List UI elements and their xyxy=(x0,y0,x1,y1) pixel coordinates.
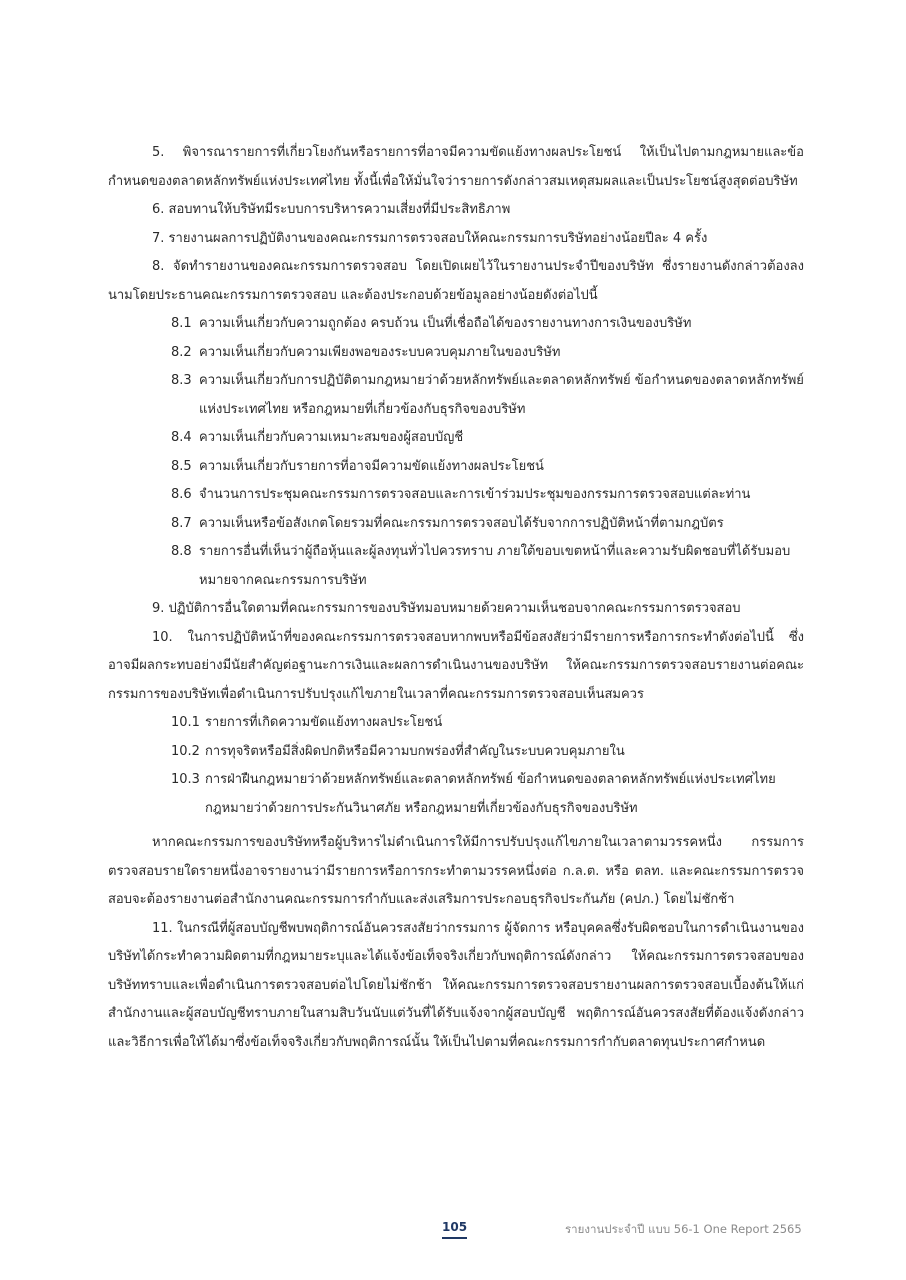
item-text: การฝ่าฝืนกฎหมายว่าด้วยหลักทรัพย์และตลาดหลักทรัพย์ ข้อกำหนดของตลาดหลักทรัพย์แห่งประเทศไทย กฎหมายว่าด้วยการประกันวินาศภัย หรือกฎหมายที่เกี่ยวข้องกับธุรกิจของบริษัท xyxy=(205,772,776,816)
item-text: รายการอื่นที่เห็นว่าผู้ถือหุ้นและผู้ลงทุนทั่วไปควรทราบ ภายใต้ขอบเขตหน้าที่และความรับผิดชอบที่ได้รับมอบหมายจากคณะกรรมการบริษัท xyxy=(199,544,791,588)
list-item xyxy=(108,339,804,368)
list-item xyxy=(108,766,804,823)
paragraph-6: 6. สอบทานให้บริษัทมีระบบการบริหารความเสี่ยงที่มีประสิทธิภาพ xyxy=(152,202,511,217)
list-item xyxy=(108,367,804,424)
paragraph-9: 9. ปฏิบัติการอื่นใดตามที่คณะกรรมการของบริษัทมอบหมายด้วยความเห็นชอบจากคณะกรรมการตรวจสอบ xyxy=(152,601,741,616)
paragraph-10: 10. ในการปฏิบัติหน้าที่ของคณะกรรมการตรวจสอบหากพบหรือมีข้อสงสัยว่ามีรายการหรือการกระทำดังต่อไปนี้ ซึ่งอาจมีผลกระทบอย่างมีนัยสำคัญต่อฐานะการเงินและผลการดำเนินงานของบริษัท ให้คณะกรรมการตรวจสอบรายงานต่อคณะกรรมการของบริษัทเพื่อดำเนินการปรับปรุงแก้ไขภายในเวลาที่คณะกรรมการตรวจสอบเห็นสมควร xyxy=(108,629,804,702)
item-number: 8.7 xyxy=(171,515,192,531)
paragraph-8: 8. จัดทำรายงานของคณะกรรมการตรวจสอบ โดยเปิดเผยไว้ในรายงานประจำปีของบริษัท ซึ่งรายงานดังกล่าวต้องลงนามโดยประธานคณะกรรมการตรวจสอบ และต้องประกอบด้วยข้อมูลอย่างน้อยดังต่อไปนี้ xyxy=(108,259,804,303)
item-number: 8.5 xyxy=(171,458,192,474)
paragraph-after-10: หากคณะกรรมการของบริษัทหรือผู้บริหารไม่ดำเนินการให้มีการปรับปรุงแก้ไขภายในเวลาตามวรรคหนึ่ง กรรมการตรวจสอบรายใดรายหนึ่งอาจรายงานว่ามีรายการหรือการกระทำตามวรรคหนึ่งต่อ ก.ล.ต. หรือ ตลท. และคณะกรรมการตรวจสอบจะต้องรายงานต่อสำนักงานคณะกรรมการกำกับและส่งเสริมการประกอบธุรกิจประกันภัย (คปภ.) โดยไม่ชักช้า xyxy=(108,835,804,907)
paragraph-11: 11. ในกรณีที่ผู้สอบบัญชีพบพฤติการณ์อันควรสงสัยว่ากรรมการ ผู้จัดการ หรือบุคคลซึ่งรับผิดชอบในการดำเนินงานของบริษัทได้กระทำความผิดตามที่กฎหมายระบุและได้แจ้งข้อเท็จจริงเกี่ยวกับพฤติการณ์ดังกล่าว ให้คณะกรรมการตรวจสอบของบริษัททราบและเพื่อดำเนินการตรวจสอบต่อไปโดยไม่ชักช้า ให้คณะกรรมการตรวจสอบรายงานผลการตรวจสอบเบื้องต้นให้แก่สำนักงานและผู้สอบบัญชีทราบภายในสามสิบวันนับแต่วันที่ได้รับแจ้งจากผู้สอบบัญชี พฤติการณ์อันควรสงสัยที่ต้องแจ้งดังกล่าว และวิธีการเพื่อให้ได้มาซึ่งข้อเท็จจริงเกี่ยวกับพฤติการณ์นั้น ให้เป็นไปตามที่คณะกรรมการกำกับตลาดทุนประกาศกำหนด xyxy=(108,920,804,1050)
item-number: 8.2 xyxy=(171,344,192,360)
list-10 xyxy=(108,709,804,823)
item-number: 8.1 xyxy=(171,316,192,331)
list-item xyxy=(108,510,804,539)
item-number: 8.8 xyxy=(171,544,192,559)
report-title: รายงานประจำปี แบบ 56-1 One Report 2565 xyxy=(565,1222,802,1236)
list-item xyxy=(108,424,804,453)
page-number: 105 xyxy=(442,1218,467,1239)
item-text: ความเห็นเกี่ยวกับความเหมาะสมของผู้สอบบัญชี xyxy=(199,430,464,445)
item-text: ความเห็นเกี่ยวกับความถูกต้อง ครบถ้วน เป็นที่เชื่อถือได้ของรายงานทางการเงินของบริษัท xyxy=(199,316,692,331)
paragraph-5: 5. พิจารณารายการที่เกี่ยวโยงกันหรือรายการที่อาจมีความขัดแย้งทางผลประโยชน์ ให้เป็นไปตามกฎหมายและข้อกำหนดของตลาดหลักทรัพย์แห่งประเทศไทย ทั้งนี้เพื่อให้มั่นใจว่ารายการดังกล่าวสมเหตุสมผลและเป็นประโยชน์สูงสุดต่อบริษัท xyxy=(108,145,804,189)
list-item xyxy=(108,481,804,510)
item-text: การทุจริตหรือมีสิ่งผิดปกติหรือมีความบกพร่องที่สำคัญในระบบควบคุมภายใน xyxy=(205,743,625,759)
list-item xyxy=(108,538,804,595)
list-item xyxy=(108,310,804,339)
item-text: ความเห็นเกี่ยวกับความเพียงพอของระบบควบคุมภายในของบริษัท xyxy=(199,344,561,360)
item-number: 10.2 xyxy=(171,743,200,759)
item-number: 10.1 xyxy=(171,715,200,730)
item-number: 10.3 xyxy=(171,772,200,787)
item-number: 8.4 xyxy=(171,430,192,445)
item-text: ความเห็นเกี่ยวกับการปฏิบัติตามกฎหมายว่าด้วยหลักทรัพย์และตลาดหลักทรัพย์ ข้อกำหนดของตลาดหลักทรัพย์แห่งประเทศไทย หรือกฎหมายที่เกี่ยวข้องกับธุรกิจของบริษัท xyxy=(199,373,804,417)
item-text: ความเห็นหรือข้อสังเกตโดยรวมที่คณะกรรมการตรวจสอบได้รับจากการปฏิบัติหน้าที่ตามกฎบัตร xyxy=(199,515,724,531)
list-item xyxy=(108,738,804,767)
document-body xyxy=(108,139,804,1057)
item-text: ความเห็นเกี่ยวกับรายการที่อาจมีความขัดแย้งทางผลประโยชน์ xyxy=(199,458,544,474)
item-text: จำนวนการประชุมคณะกรรมการตรวจสอบและการเข้าร่วมประชุมของกรรมการตรวจสอบแต่ละท่าน xyxy=(199,487,751,502)
page-footer xyxy=(0,1216,906,1246)
paragraph-7: 7. รายงานผลการปฏิบัติงานของคณะกรรมการตรวจสอบให้คณะกรรมการบริษัทอย่างน้อยปีละ 4 ครั้ง xyxy=(152,230,708,246)
list-8 xyxy=(108,310,804,595)
item-number: 8.3 xyxy=(171,373,192,388)
list-item xyxy=(108,709,804,738)
item-number: 8.6 xyxy=(171,487,192,502)
list-item xyxy=(108,453,804,482)
item-text: รายการที่เกิดความขัดแย้งทางผลประโยชน์ xyxy=(205,715,443,730)
